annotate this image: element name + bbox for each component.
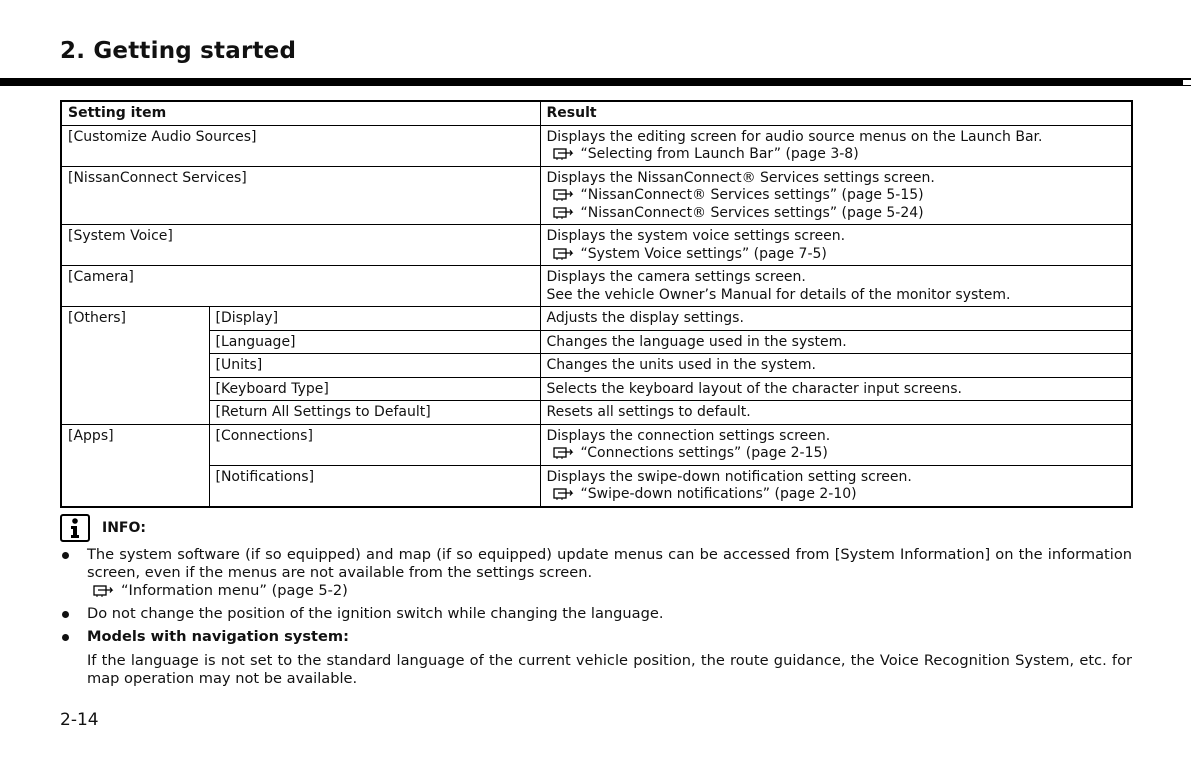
reference-pointer-icon <box>553 147 575 160</box>
result-text: See the vehicle Owner’s Manual for details of the monitor system. <box>546 286 1011 303</box>
table-row <box>61 125 1132 166</box>
list-item <box>60 605 1132 623</box>
table-row <box>61 401 1132 425</box>
reference-pointer-icon <box>553 188 575 201</box>
settings-table <box>60 100 1133 508</box>
page-reference[interactable]: “Selecting from Launch Bar” (page 3-8) <box>547 146 1126 164</box>
note-text: If the language is not set to the standard language of the current vehicle position, the route guidance, the Voice Recognition System, etc. for map operation may not be available. <box>87 652 1132 687</box>
reference-pointer-icon <box>553 247 575 260</box>
result-text: Displays the swipe-down notification setting screen. <box>546 468 912 485</box>
reference-pointer-icon <box>553 446 575 459</box>
table-header-row <box>61 101 1132 125</box>
page-reference[interactable]: “System Voice settings” (page 7-5) <box>547 246 1126 264</box>
result-text: Resets all settings to default. <box>540 401 1132 425</box>
result-text: Displays the camera settings screen. <box>546 269 806 285</box>
setting-group: [Others] <box>61 307 209 425</box>
page-reference[interactable]: “Connections settings” (page 2-15) <box>547 445 1126 463</box>
result-cell <box>540 465 1132 507</box>
table-row <box>61 465 1132 507</box>
reference-pointer-icon <box>553 206 575 219</box>
table-row <box>61 166 1132 225</box>
table-row <box>61 225 1132 266</box>
result-text: Adjusts the display settings. <box>540 307 1132 331</box>
result-cell <box>540 424 1132 465</box>
setting-subitem: [Keyboard Type] <box>209 377 540 401</box>
table-row <box>61 307 1132 331</box>
setting-group: [Apps] <box>61 424 209 507</box>
info-heading <box>60 514 146 542</box>
setting-subitem: [Connections] <box>209 424 540 465</box>
note-heading: Models with navigation system: <box>87 628 349 645</box>
result-cell <box>540 225 1132 266</box>
page-reference[interactable]: “Swipe-down notifications” (page 2-10) <box>547 486 1126 504</box>
result-cell <box>540 266 1132 307</box>
result-text: Selects the keyboard layout of the character input screens. <box>540 377 1132 401</box>
list-item <box>60 546 1132 600</box>
setting-item: [Camera] <box>61 266 540 307</box>
info-icon <box>60 514 90 542</box>
bullet-icon <box>62 634 69 641</box>
reference-pointer-icon <box>553 487 575 500</box>
result-text: Displays the system voice settings screen. <box>546 228 846 244</box>
page-reference[interactable]: “NissanConnect® Services settings” (page 5-24) <box>547 205 1126 223</box>
info-notes <box>60 546 1132 693</box>
table-row <box>61 330 1132 354</box>
result-cell <box>540 166 1132 225</box>
result-text: Changes the language used in the system. <box>540 330 1132 354</box>
setting-item: [Customize Audio Sources] <box>61 125 540 166</box>
list-item <box>60 628 1132 688</box>
table-row <box>61 354 1132 378</box>
page-reference[interactable]: “Information menu” (page 5-2) <box>87 582 1132 600</box>
bullet-icon <box>62 611 69 618</box>
result-text: Displays the NissanConnect® Services settings screen. <box>546 169 935 186</box>
table-row <box>61 266 1132 307</box>
setting-subitem: [Units] <box>209 354 540 378</box>
table-row <box>61 377 1132 401</box>
setting-subitem: [Return All Settings to Default] <box>209 401 540 425</box>
note-text: The system software (if so equipped) and map (if so equipped) update menus can be accessed from [System Information] on the information screen, even if the menus are not available from the settings screen. <box>87 546 1132 581</box>
page-title: 2. Getting started <box>60 38 297 64</box>
reference-pointer-icon <box>93 584 115 597</box>
result-text: Displays the editing screen for audio source menus on the Launch Bar. <box>546 128 1043 145</box>
title-rule <box>0 78 1191 86</box>
result-text: Displays the connection settings screen. <box>546 427 831 444</box>
page-reference[interactable]: “NissanConnect® Services settings” (page 5-15) <box>547 187 1126 205</box>
setting-subitem: [Display] <box>209 307 540 331</box>
header-result: Result <box>540 101 1132 125</box>
info-label: INFO: <box>102 520 146 536</box>
header-setting-item: Setting item <box>61 101 540 125</box>
page-number: 2-14 <box>60 710 99 730</box>
setting-item: [System Voice] <box>61 225 540 266</box>
result-cell <box>540 125 1132 166</box>
result-text: Changes the units used in the system. <box>540 354 1132 378</box>
setting-subitem: [Language] <box>209 330 540 354</box>
setting-item: [NissanConnect Services] <box>61 166 540 225</box>
table-row <box>61 424 1132 465</box>
bullet-icon <box>62 552 69 559</box>
note-text: Do not change the position of the ignition switch while changing the language. <box>87 605 664 622</box>
setting-subitem: [Notifications] <box>209 465 540 507</box>
